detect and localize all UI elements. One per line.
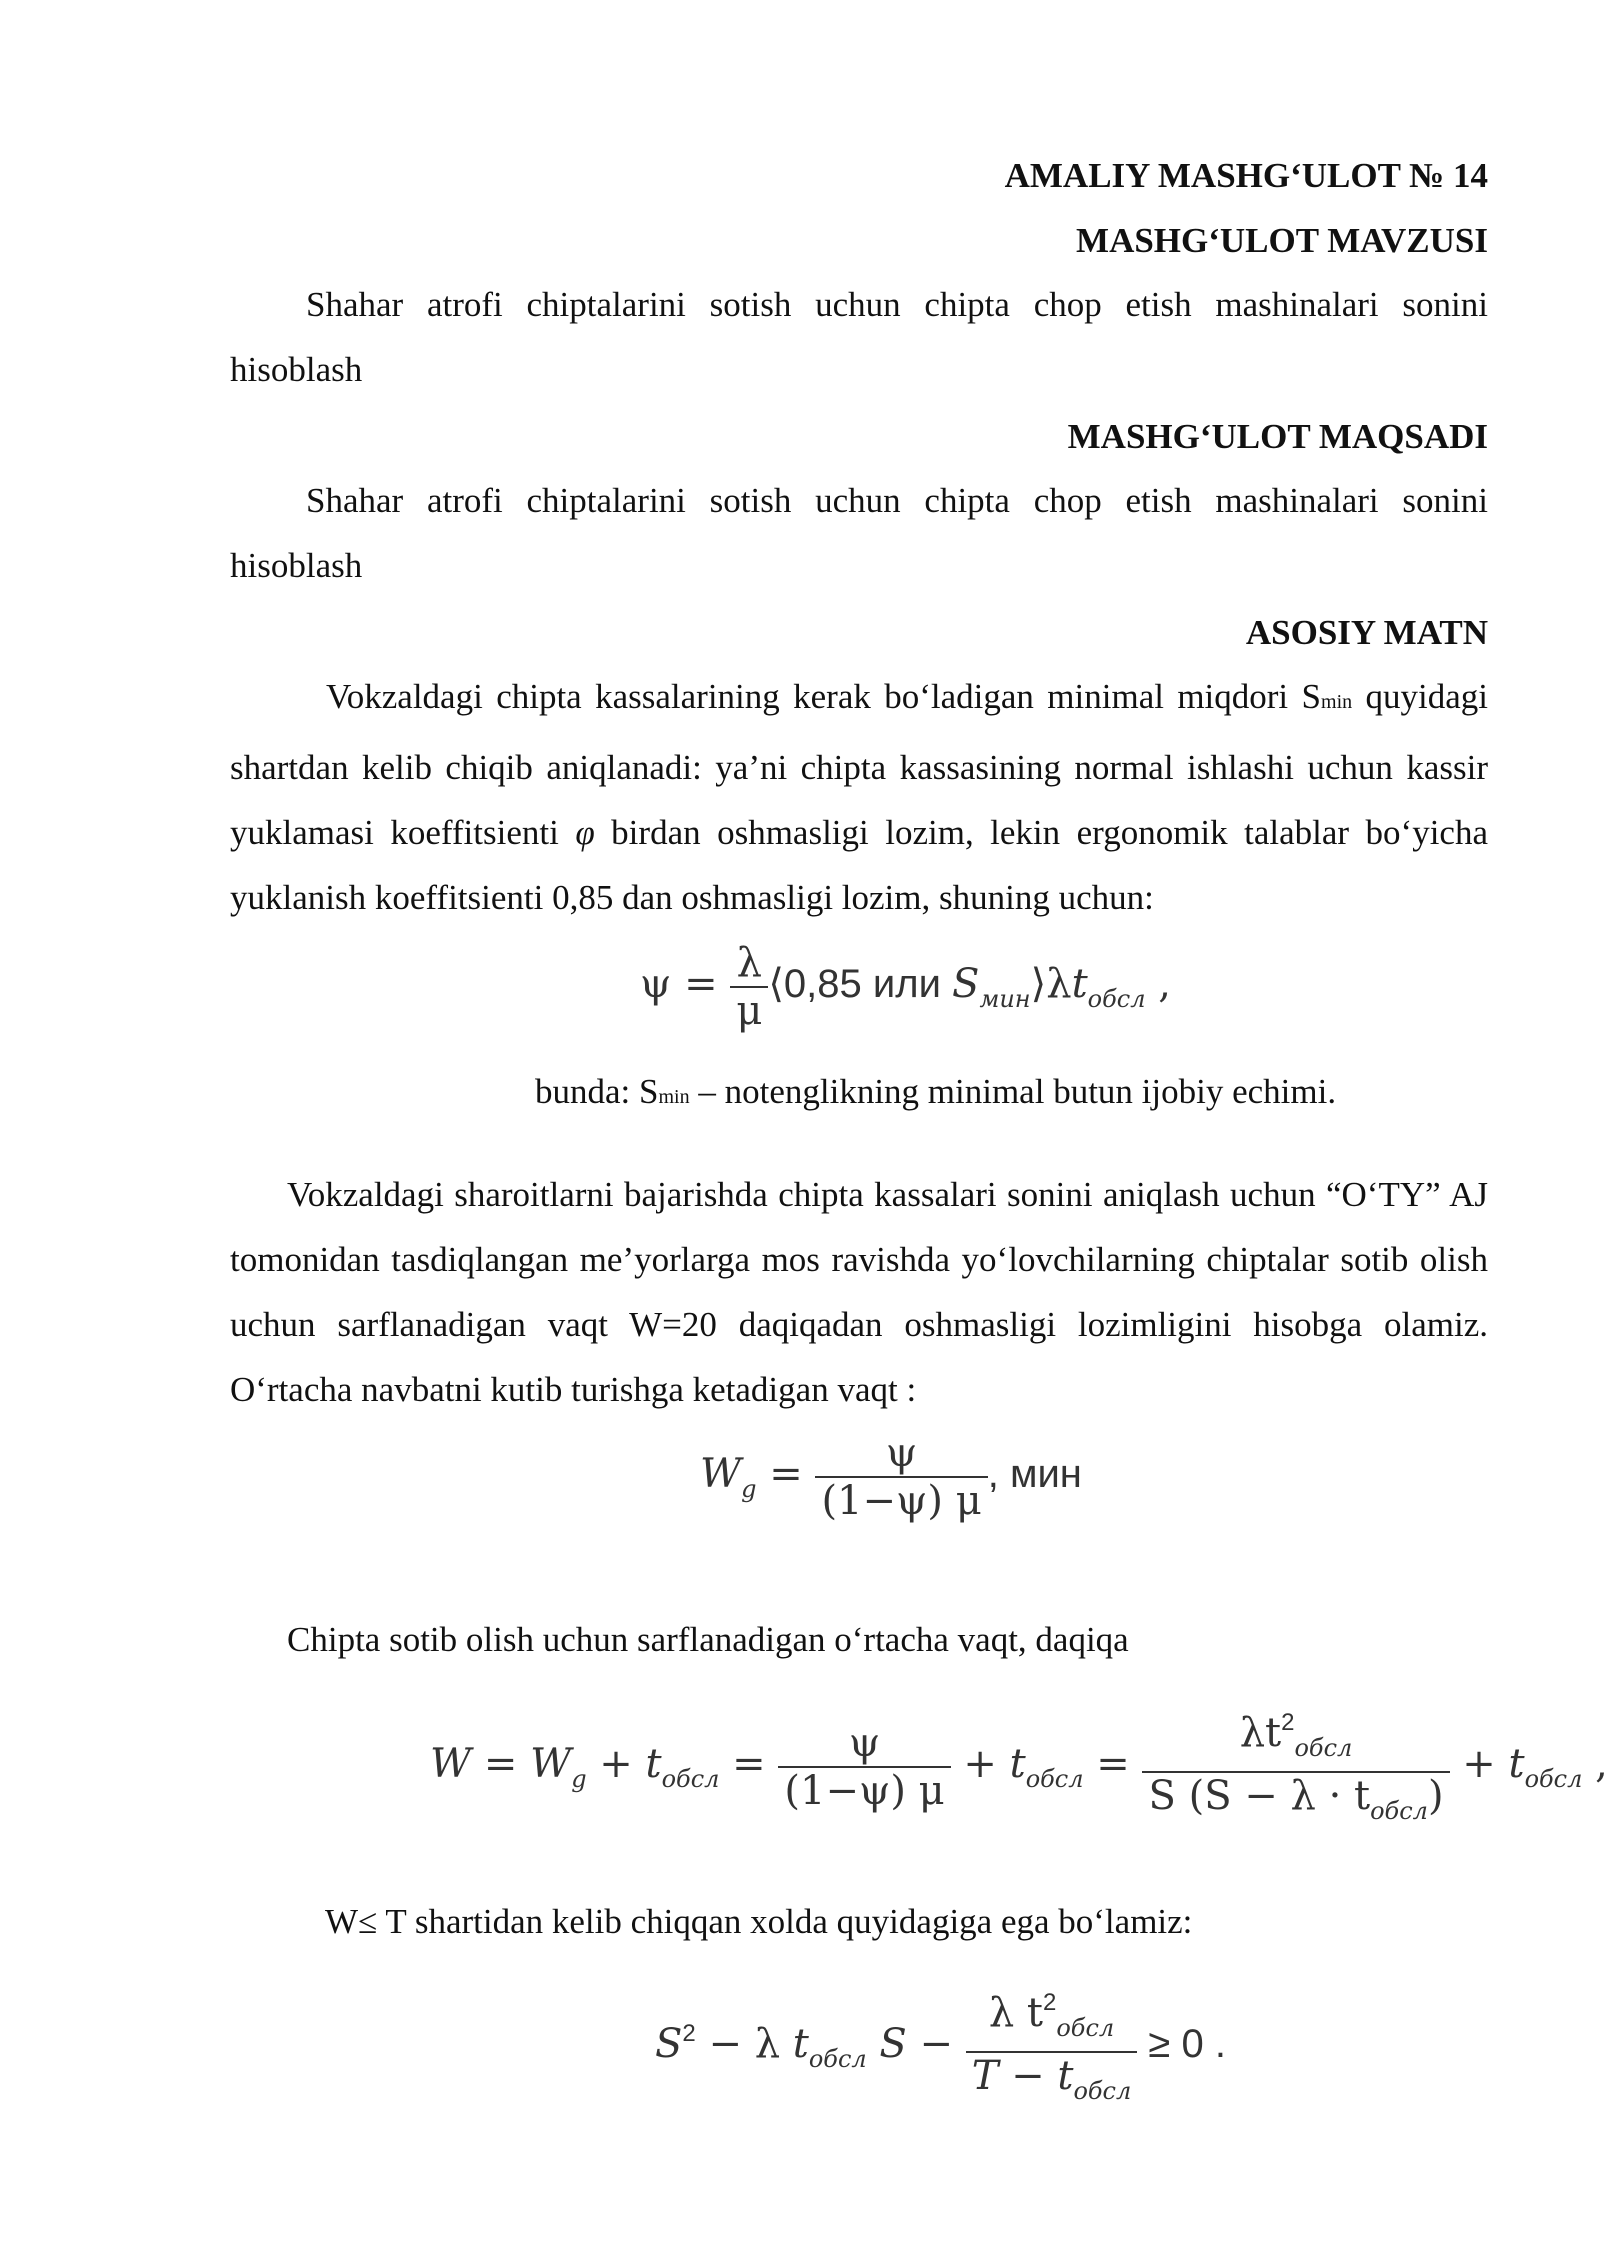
- formula3-eq2: =: [719, 1741, 779, 1787]
- formula3-f2-den-text: S (S − λ · t: [1148, 1773, 1371, 1819]
- formula3-t3: t: [1508, 1741, 1525, 1787]
- formula2-w-sub: g: [741, 1475, 757, 1503]
- topic-heading: MASHG‘ULOT MAVZUSI: [1076, 221, 1488, 260]
- formula4-s2: S: [655, 2021, 683, 2067]
- formula4-t-sub: обсл: [808, 2045, 867, 2073]
- formula4-num-sup: 2: [1042, 1989, 1057, 2016]
- formula3-f2-den-sub: обсл: [1370, 1797, 1428, 1825]
- intro-rest: quyidagi shartdan kelib chiqib aniqlanadi: ya’ni chipta kassasining normal ishlashi uchun kassir yuklamasi koeffitsienti: [230, 677, 1489, 852]
- formula3-eq1: =: [471, 1741, 531, 1787]
- formula3-f2-den-close: ): [1427, 1773, 1444, 1819]
- formula3-wg-sub: g: [571, 1765, 587, 1793]
- title-heading: AMALIY MASHG‘ULOT № 14: [1004, 156, 1488, 195]
- formula2-w: W: [700, 1451, 742, 1497]
- formula3-f1-numerator: ψ: [848, 1720, 881, 1766]
- formula1-t: t: [1071, 961, 1088, 1007]
- note-s-min-sub: min: [658, 1086, 690, 1108]
- formula4-numerator: [966, 1980, 1138, 2051]
- intro-text: Vokzaldagi chipta kassalarining kerak bo‘ladigan minimal miqdori S: [326, 677, 1322, 716]
- formula4-s: S −: [866, 2021, 966, 2067]
- formula4-geq: ≥ 0 .: [1137, 2022, 1226, 2066]
- formula2-numerator: ψ: [885, 1430, 918, 1476]
- formula3-t2-sub: обсл: [1025, 1765, 1084, 1793]
- formula3-f2-denominator: [1142, 1771, 1449, 1834]
- formula-wait-time: [700, 1430, 1082, 1524]
- formula3-end: ,: [1582, 1741, 1608, 1787]
- formula3-f1-denominator: (1−ψ) μ: [778, 1766, 950, 1814]
- formula4-minus: − λ: [695, 2021, 793, 2067]
- main-text-heading: ASOSIY MATN: [1245, 613, 1488, 652]
- formula4-fraction: [966, 1980, 1138, 2114]
- formula3-eq3: =: [1083, 1741, 1143, 1787]
- formula1-mid: ⟨0,85 или: [768, 962, 953, 1006]
- goal-paragraph: Shahar atrofi chiptalarini sotish uchun chipta chop etish mashinalari sonini hisoblash: [230, 481, 1488, 585]
- formula3-w: W: [430, 1741, 472, 1787]
- intro-end: birdan oshmasligi lozim, lekin ergonomik talablar bo‘yicha yuklanish koeffitsienti 0,85 dan oshmasligi lozim, shuning uchun:: [230, 813, 1488, 917]
- phi-symbol: φ: [575, 813, 595, 852]
- formula1-denominator: μ: [730, 986, 768, 1034]
- formula4-t: t: [792, 2021, 809, 2067]
- formula4-s2-sup: 2: [682, 2020, 696, 2047]
- intro-paragraph: [230, 664, 1488, 930]
- formula1-end: ,: [1145, 961, 1171, 1007]
- note-prefix: bunda: S: [535, 1072, 659, 1111]
- note-text: notenglikning minimal butun ijobiy echimi.: [724, 1072, 1337, 1111]
- paragraph-avg-time: Chipta sotib olish uchun sarflanadigan o‘rtacha vaqt, daqiqa: [287, 1620, 1129, 1659]
- formula3-f2-num-text: λt: [1239, 1710, 1282, 1756]
- formula3-fraction1: [778, 1720, 950, 1814]
- formula3-plus2: +: [950, 1741, 1010, 1787]
- formula4-num-text: λ t: [988, 1990, 1043, 2036]
- formula1-lhs: ψ =: [640, 961, 718, 1007]
- intro-s-min-sub: min: [1321, 691, 1353, 713]
- formula-total-time: [430, 1700, 1608, 1834]
- paragraph-queue-time: Vokzaldagi sharoitlarni bajarishda chipta kassalari sonini aniqlash uchun “O‘TY” AJ tomonidan tasdiqlangan me’yorlarga mos ravishda yo‘lovchilarning chiptalar sotib olish uchun sarflanadigan vaqt W=20 daqiqadan oshmasligi lozimligini hisobga olamiz. O‘rtacha navbatni kutib turishga ketadigan vaqt :: [230, 1175, 1488, 1409]
- note-line: [535, 1070, 1336, 1119]
- formula-inequality: [655, 1980, 1226, 2114]
- formula3-plus3: +: [1449, 1741, 1509, 1787]
- formula1-t-sub: обсл: [1087, 985, 1146, 1013]
- paragraph-condition: W≤ T shartidan kelib chiqqan xolda quyidagiga ega bo‘lamiz:: [325, 1902, 1193, 1941]
- formula3-wg: W: [530, 1741, 572, 1787]
- formula4-num-sub: обсл: [1056, 2014, 1115, 2042]
- topic-paragraph: Shahar atrofi chiptalarini sotish uchun chipta chop etish mashinalari sonini hisoblash: [230, 285, 1488, 389]
- formula1-fraction: [730, 940, 768, 1034]
- formula2-unit: , мин: [987, 1452, 1082, 1496]
- formula4-den-sub: обсл: [1073, 2077, 1132, 2105]
- formula3-t2: t: [1009, 1741, 1026, 1787]
- formula3-f2-num-sub: обсл: [1294, 1734, 1353, 1762]
- formula2-fraction: [815, 1430, 987, 1524]
- formula1-numerator: λ: [736, 940, 762, 986]
- goal-heading: MASHG‘ULOT MAQSADI: [1067, 417, 1488, 456]
- formula3-fraction2: [1142, 1700, 1449, 1834]
- formula3-f2-numerator: [1142, 1700, 1449, 1771]
- formula3-t3-sub: обсл: [1524, 1765, 1583, 1793]
- note-dash: –: [689, 1072, 725, 1111]
- formula2-denominator: (1−ψ) μ: [815, 1476, 987, 1524]
- formula1-rhs: ⟩λ: [1030, 961, 1072, 1007]
- formula1-s-sub: мин: [979, 985, 1031, 1013]
- formula2-eq: =: [756, 1451, 816, 1497]
- formula3-t1-sub: обсл: [661, 1765, 720, 1793]
- formula3-plus1: +: [586, 1741, 646, 1787]
- formula4-denominator: [966, 2051, 1138, 2114]
- formula3-f2-num-sup: 2: [1281, 1709, 1295, 1736]
- formula3-t1: t: [645, 1741, 662, 1787]
- formula1-s: S: [952, 961, 980, 1007]
- formula4-den-text: T − t: [971, 2053, 1074, 2099]
- formula-load-coefficient: [640, 940, 1171, 1034]
